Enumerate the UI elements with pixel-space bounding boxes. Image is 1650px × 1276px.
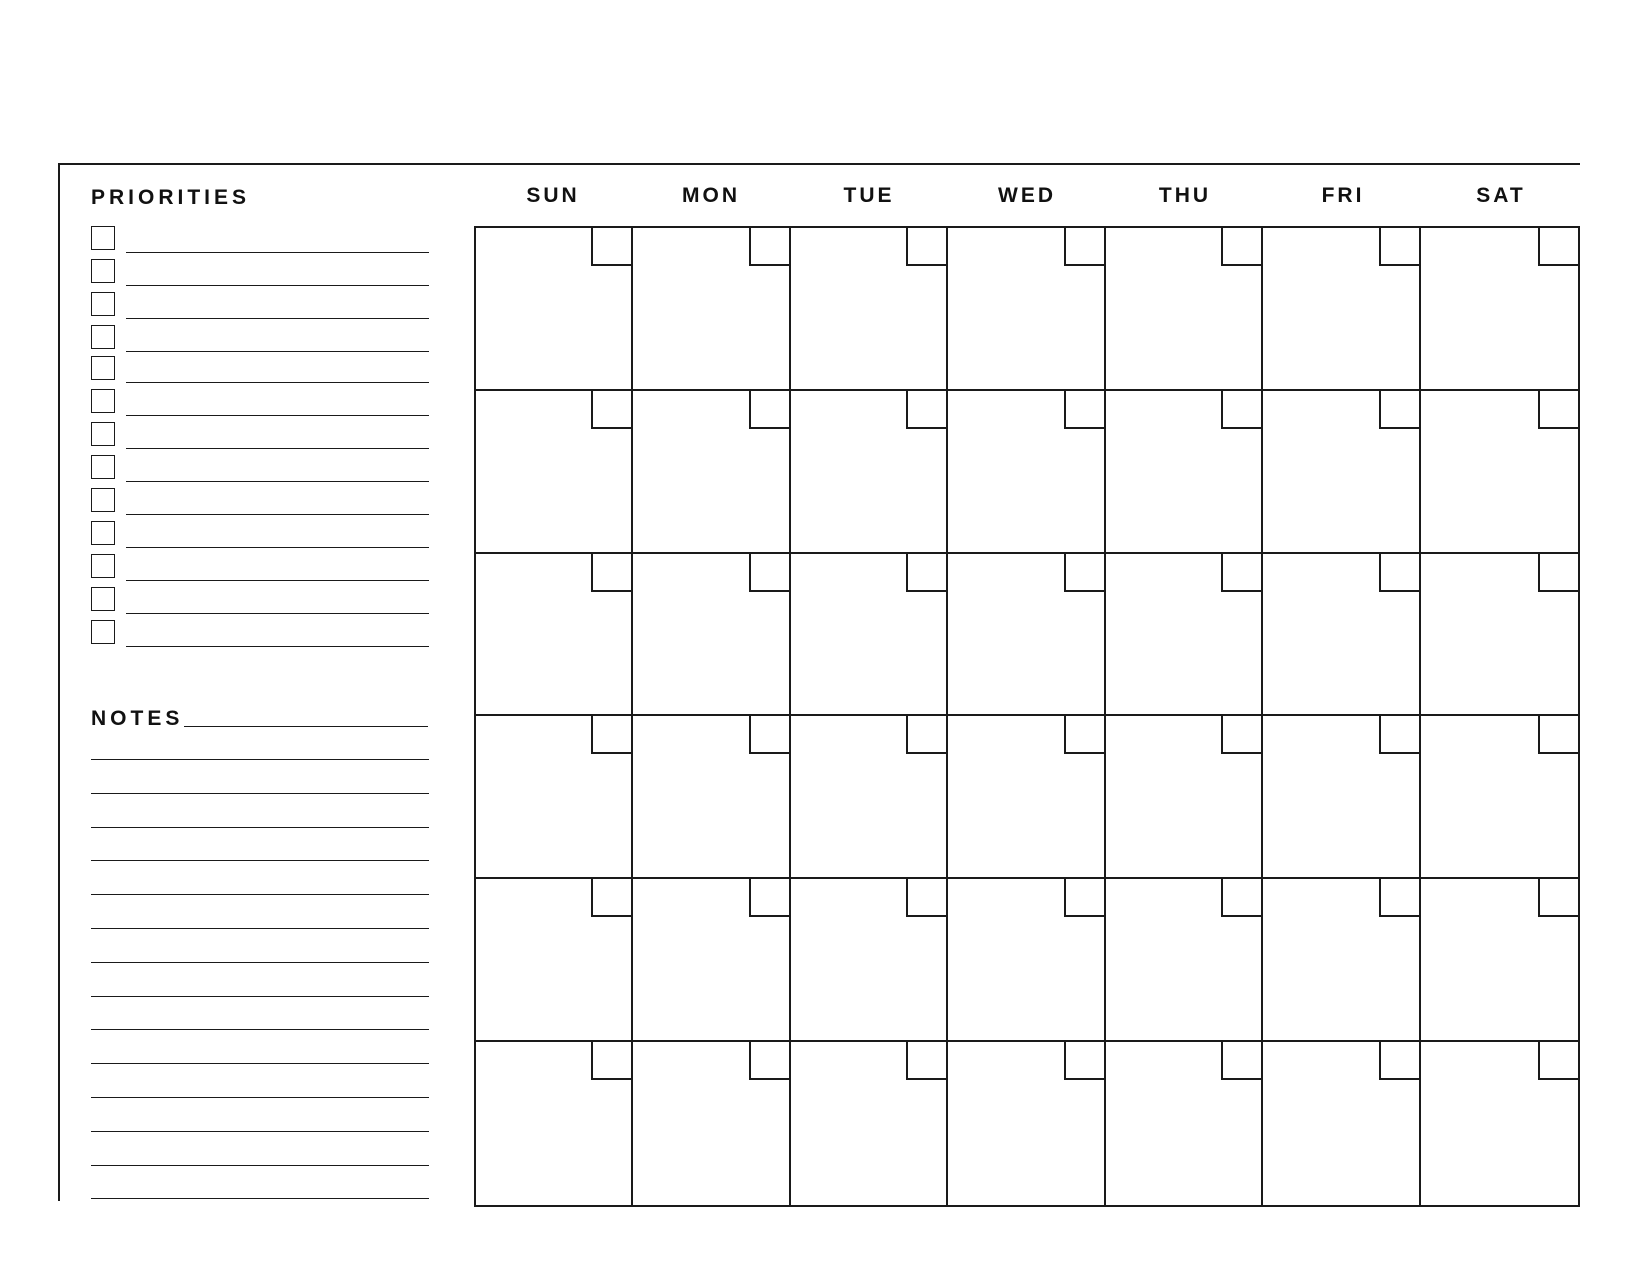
notes-writing-line[interactable] — [91, 759, 429, 760]
priority-checkbox[interactable] — [91, 587, 115, 611]
priority-checkbox[interactable] — [91, 422, 115, 446]
calendar-day-cell[interactable] — [476, 228, 633, 391]
date-number-box[interactable] — [906, 879, 946, 917]
calendar-day-cell[interactable] — [1106, 879, 1263, 1042]
date-number-box[interactable] — [1064, 879, 1104, 917]
priority-item — [91, 259, 429, 287]
priority-item — [91, 521, 429, 549]
calendar-day-cell[interactable] — [1106, 554, 1263, 717]
calendar-day-cell[interactable] — [633, 879, 790, 1042]
notes-writing-line[interactable] — [91, 793, 429, 794]
date-number-box[interactable] — [1064, 228, 1104, 266]
date-number-box[interactable] — [1538, 716, 1578, 754]
priority-item — [91, 587, 429, 615]
date-number-box[interactable] — [1221, 391, 1261, 429]
calendar-day-cell[interactable] — [633, 391, 790, 554]
calendar-day-cell[interactable] — [791, 879, 948, 1042]
priority-writing-line[interactable] — [126, 547, 429, 548]
priority-writing-line[interactable] — [126, 613, 429, 614]
priority-writing-line[interactable] — [126, 448, 429, 449]
notes-writing-line[interactable] — [91, 1029, 429, 1030]
calendar-day-cell[interactable] — [791, 391, 948, 554]
date-number-box[interactable] — [1379, 1042, 1419, 1080]
calendar-day-cell[interactable] — [1106, 391, 1263, 554]
left-border-line — [58, 163, 60, 1201]
priority-item — [91, 455, 429, 483]
priority-writing-line[interactable] — [126, 318, 429, 319]
priority-checkbox[interactable] — [91, 356, 115, 380]
notes-writing-line[interactable] — [91, 962, 429, 963]
date-number-box[interactable] — [749, 554, 789, 592]
calendar-day-cell[interactable] — [948, 716, 1105, 879]
date-number-box[interactable] — [1379, 716, 1419, 754]
notes-writing-line[interactable] — [91, 996, 429, 997]
weekday-header-sun: SUN — [526, 184, 580, 207]
priority-item — [91, 356, 429, 384]
calendar-day-cell[interactable] — [1106, 1042, 1263, 1205]
calendar-day-cell[interactable] — [476, 879, 633, 1042]
calendar-day-cell[interactable] — [476, 391, 633, 554]
date-number-box[interactable] — [749, 391, 789, 429]
calendar-day-cell[interactable] — [1263, 228, 1420, 391]
date-number-box[interactable] — [1379, 228, 1419, 266]
weekday-header-fri: FRI — [1321, 184, 1365, 207]
date-number-box[interactable] — [591, 1042, 631, 1080]
calendar-day-cell[interactable] — [633, 554, 790, 717]
top-border-line — [58, 163, 1580, 165]
date-number-box[interactable] — [1379, 391, 1419, 429]
calendar-day-cell[interactable] — [476, 716, 633, 879]
date-number-box[interactable] — [1064, 391, 1104, 429]
date-number-box[interactable] — [1221, 554, 1261, 592]
calendar-day-cell[interactable] — [948, 1042, 1105, 1205]
date-number-box[interactable] — [1538, 228, 1578, 266]
calendar-day-cell[interactable] — [1421, 879, 1578, 1042]
calendar-day-cell[interactable] — [948, 879, 1105, 1042]
date-number-box[interactable] — [1064, 1042, 1104, 1080]
notes-writing-line[interactable] — [91, 1165, 429, 1166]
priority-checkbox[interactable] — [91, 259, 115, 283]
priorities-title: PRIORITIES — [91, 186, 251, 209]
calendar-day-cell[interactable] — [633, 228, 790, 391]
priority-writing-line[interactable] — [126, 382, 429, 383]
calendar-day-cell[interactable] — [791, 228, 948, 391]
priority-item — [91, 389, 429, 417]
notes-writing-line[interactable] — [91, 1097, 429, 1098]
date-number-box[interactable] — [1538, 554, 1578, 592]
priority-checkbox[interactable] — [91, 521, 115, 545]
date-number-box[interactable] — [591, 391, 631, 429]
date-number-box[interactable] — [906, 228, 946, 266]
priority-writing-line[interactable] — [126, 285, 429, 286]
date-number-box[interactable] — [1379, 879, 1419, 917]
calendar-grid — [474, 226, 1580, 1207]
calendar-day-cell[interactable] — [476, 554, 633, 717]
priority-checkbox[interactable] — [91, 226, 115, 250]
date-number-box[interactable] — [1221, 879, 1261, 917]
calendar-day-cell[interactable] — [791, 554, 948, 717]
priority-checkbox[interactable] — [91, 488, 115, 512]
priority-checkbox[interactable] — [91, 292, 115, 316]
date-number-box[interactable] — [749, 1042, 789, 1080]
priority-checkbox[interactable] — [91, 389, 115, 413]
priority-writing-line[interactable] — [126, 580, 429, 581]
calendar-day-cell[interactable] — [948, 554, 1105, 717]
calendar-day-cell[interactable] — [1421, 716, 1578, 879]
weekday-header-thu: THU — [1158, 184, 1212, 207]
calendar-day-cell[interactable] — [1263, 716, 1420, 879]
date-number-box[interactable] — [1221, 1042, 1261, 1080]
date-number-box[interactable] — [749, 228, 789, 266]
priority-writing-line[interactable] — [126, 481, 429, 482]
calendar-day-cell[interactable] — [1263, 879, 1420, 1042]
priority-checkbox[interactable] — [91, 554, 115, 578]
notes-writing-line[interactable] — [91, 894, 429, 895]
priority-checkbox[interactable] — [91, 620, 115, 644]
priority-writing-line[interactable] — [126, 351, 429, 352]
weekday-header-wed: WED — [998, 184, 1056, 207]
date-number-box[interactable] — [1064, 554, 1104, 592]
date-number-box[interactable] — [1538, 879, 1578, 917]
priority-writing-line[interactable] — [126, 646, 429, 647]
calendar-day-cell[interactable] — [476, 1042, 633, 1205]
calendar-day-cell[interactable] — [791, 716, 948, 879]
priority-item — [91, 226, 429, 254]
calendar-day-cell[interactable] — [1421, 391, 1578, 554]
calendar-day-cell[interactable] — [1421, 228, 1578, 391]
notes-writing-line[interactable] — [91, 1131, 429, 1132]
calendar-day-cell[interactable] — [1106, 228, 1263, 391]
calendar-day-cell[interactable] — [1263, 391, 1420, 554]
date-number-box[interactable] — [749, 879, 789, 917]
date-number-box[interactable] — [591, 228, 631, 266]
priority-writing-line[interactable] — [126, 415, 429, 416]
notes-writing-line[interactable] — [91, 1063, 429, 1064]
date-number-box[interactable] — [906, 1042, 946, 1080]
calendar-day-cell[interactable] — [633, 716, 790, 879]
priority-checkbox[interactable] — [91, 455, 115, 479]
priority-item — [91, 554, 429, 582]
date-number-box[interactable] — [591, 879, 631, 917]
calendar-day-cell[interactable] — [1106, 716, 1263, 879]
notes-writing-line[interactable] — [91, 1198, 429, 1199]
notes-writing-line[interactable] — [91, 860, 429, 861]
weekday-header-tue: TUE — [843, 184, 895, 207]
date-number-box[interactable] — [1064, 716, 1104, 754]
calendar-day-cell[interactable] — [1263, 1042, 1420, 1205]
priority-item — [91, 325, 429, 353]
calendar-day-cell[interactable] — [948, 391, 1105, 554]
notes-writing-line[interactable] — [91, 928, 429, 929]
date-number-box[interactable] — [591, 554, 631, 592]
date-number-box[interactable] — [591, 716, 631, 754]
date-number-box[interactable] — [1221, 716, 1261, 754]
priority-item — [91, 292, 429, 320]
date-number-box[interactable] — [906, 554, 946, 592]
calendar-day-cell[interactable] — [1263, 554, 1420, 717]
weekday-header-mon: MON — [682, 184, 740, 207]
priority-item — [91, 488, 429, 516]
notes-title: NOTES — [91, 707, 184, 730]
weekday-header-sat: SAT — [1476, 184, 1526, 207]
calendar-day-cell[interactable] — [1421, 554, 1578, 717]
calendar-day-cell[interactable] — [633, 1042, 790, 1205]
priority-item — [91, 620, 429, 648]
notes-writing-line[interactable] — [91, 827, 429, 828]
date-number-box[interactable] — [749, 716, 789, 754]
priority-checkbox[interactable] — [91, 325, 115, 349]
calendar-day-cell[interactable] — [791, 1042, 948, 1205]
priority-writing-line[interactable] — [126, 514, 429, 515]
date-number-box[interactable] — [1379, 554, 1419, 592]
date-number-box[interactable] — [1538, 391, 1578, 429]
date-number-box[interactable] — [1221, 228, 1261, 266]
priority-writing-line[interactable] — [126, 252, 429, 253]
date-number-box[interactable] — [906, 391, 946, 429]
priority-item — [91, 422, 429, 450]
date-number-box[interactable] — [906, 716, 946, 754]
calendar-day-cell[interactable] — [948, 228, 1105, 391]
calendar-day-cell[interactable] — [1421, 1042, 1578, 1205]
date-number-box[interactable] — [1538, 1042, 1578, 1080]
notes-title-line — [184, 726, 428, 727]
